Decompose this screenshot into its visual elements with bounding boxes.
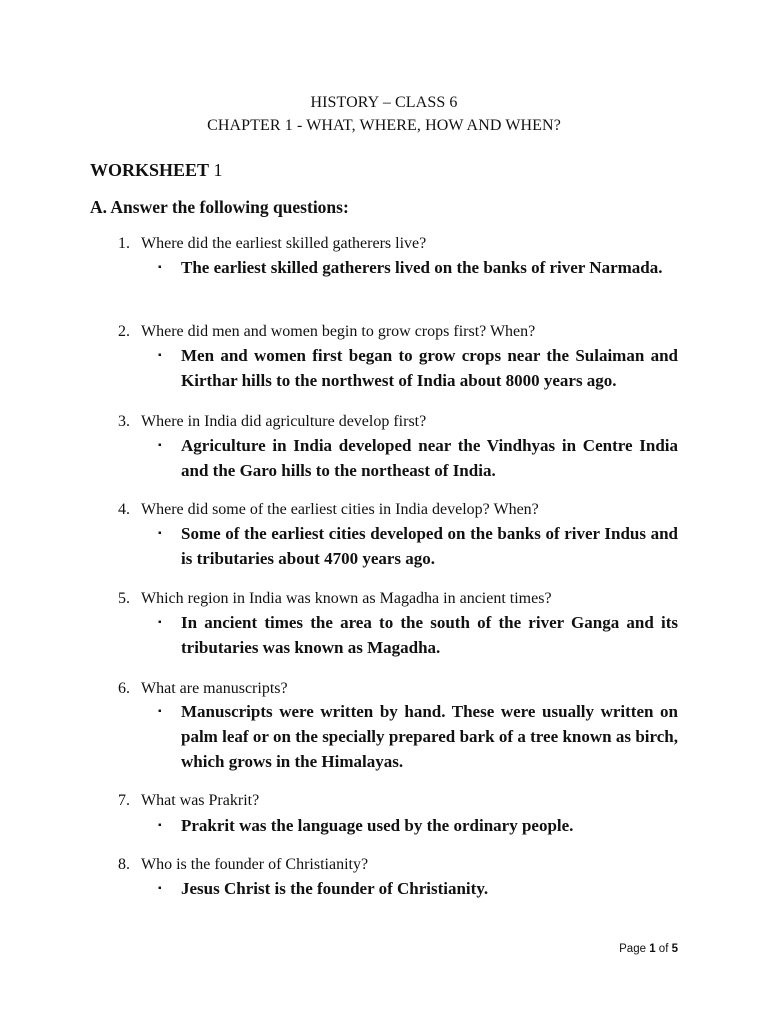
answer-item	[158, 699, 678, 774]
question-number: 1.	[118, 235, 130, 252]
square-bullet-icon: ▪	[158, 440, 162, 451]
square-bullet-icon: ▪	[158, 262, 162, 273]
answer-item	[158, 343, 678, 393]
question-text: Where did men and women begin to grow crops first? When?	[141, 323, 536, 340]
answer-item	[158, 876, 678, 901]
answer-text: Manuscripts were written by hand. These were usually written on palm leaf or on the specially prepared bark of a tree known as birch, which grows in the Himalayas.	[181, 702, 678, 771]
answer-text: Men and women first began to grow crops near the Sulaiman and Kirthar hills to the northwest of India about 8000 years ago.	[181, 346, 678, 390]
question-number: 7.	[118, 792, 130, 809]
square-bullet-icon: ▪	[158, 617, 162, 628]
answer-item	[158, 255, 678, 280]
question-item	[118, 235, 426, 253]
square-bullet-icon: ▪	[158, 883, 162, 894]
answer-text: Prakrit was the language used by the ordinary people.	[181, 816, 574, 835]
question-number: 5.	[118, 590, 130, 607]
question-item	[118, 323, 535, 341]
question-number: 4.	[118, 501, 130, 518]
page-of: of	[658, 943, 669, 955]
square-bullet-icon: ▪	[158, 706, 162, 717]
question-item	[118, 680, 288, 698]
answer-item	[158, 610, 678, 660]
question-number: 2.	[118, 323, 130, 340]
question-text: What was Prakrit?	[141, 792, 260, 809]
page-current: 1	[649, 943, 656, 955]
question-item	[118, 501, 539, 519]
answer-text: Some of the earliest cities developed on the banks of river Indus and is tributaries about 4700 years ago.	[181, 524, 678, 568]
answer-text: The earliest skilled gatherers lived on the banks of river Narmada.	[181, 258, 663, 277]
question-text: Where did the earliest skilled gatherers live?	[141, 235, 427, 252]
question-item	[118, 590, 552, 608]
square-bullet-icon: ▪	[158, 350, 162, 361]
square-bullet-icon: ▪	[158, 820, 162, 831]
page-total: 5	[671, 943, 678, 955]
worksheet-heading	[90, 160, 223, 181]
question-text: Where did some of the earliest cities in India develop? When?	[141, 501, 539, 518]
worksheet-label: WORKSHEET	[90, 160, 210, 180]
question-number: 3.	[118, 413, 130, 430]
question-text: Where in India did agriculture develop first?	[141, 413, 427, 430]
answer-item	[158, 813, 678, 838]
question-item	[118, 792, 259, 810]
page-title: HISTORY – CLASS 6	[310, 94, 458, 111]
question-text: Which region in India was known as Magadha in ancient times?	[141, 590, 552, 607]
page-word: Page	[619, 943, 646, 955]
section-heading: A. Answer the following questions:	[90, 197, 349, 217]
answer-text: In ancient times the area to the south of the river Ganga and its tributaries was known as Magadha.	[181, 613, 678, 657]
square-bullet-icon: ▪	[158, 528, 162, 539]
answer-item	[158, 433, 678, 483]
question-number: 8.	[118, 856, 130, 873]
answer-text: Jesus Christ is the founder of Christianity.	[181, 879, 489, 898]
question-text: What are manuscripts?	[141, 680, 288, 697]
question-number: 6.	[118, 680, 130, 697]
chapter-title: CHAPTER 1 - WHAT, WHERE, HOW AND WHEN?	[207, 117, 561, 134]
question-text: Who is the founder of Christianity?	[141, 856, 369, 873]
worksheet-number: 1	[213, 160, 223, 180]
question-item	[118, 856, 368, 874]
question-item	[118, 413, 426, 431]
answer-item	[158, 521, 678, 571]
page-number	[619, 943, 678, 955]
answer-text: Agriculture in India developed near the Vindhyas in Centre India and the Garo hills to the northeast of India.	[181, 436, 678, 480]
